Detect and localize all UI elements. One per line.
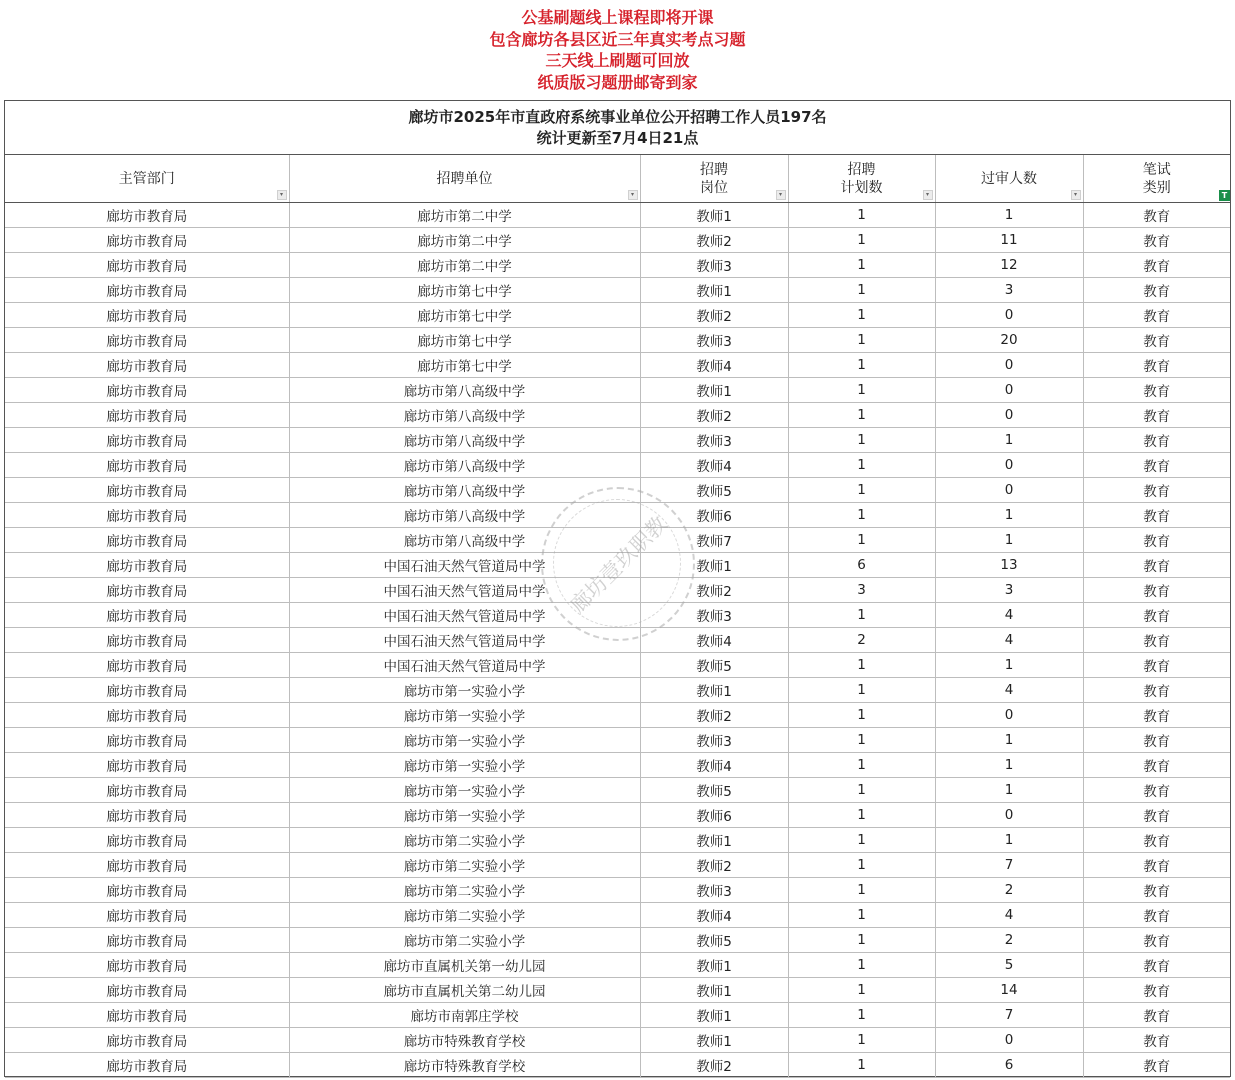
cell-exam-category: 教育 [1083,403,1230,428]
cell-department: 廊坊市教育局 [5,203,289,228]
cell-approved-count: 20 [935,328,1083,353]
cell-plan-count: 1 [788,1003,935,1028]
cell-unit: 廊坊市第一实验小学 [289,778,640,803]
cell-approved-count: 13 [935,553,1083,578]
column-header-label: 主管部门 [118,170,175,187]
cell-exam-category: 教育 [1083,1003,1230,1028]
cell-position: 教师3 [640,253,788,278]
table-row [5,528,1230,553]
cell-department: 廊坊市教育局 [5,853,289,878]
cell-plan-count: 1 [788,378,935,403]
cell-department: 廊坊市教育局 [5,603,289,628]
cell-position: 教师1 [640,378,788,403]
cell-exam-category: 教育 [1083,453,1230,478]
cell-approved-count: 4 [935,628,1083,653]
cell-approved-count: 0 [935,478,1083,503]
table-row [5,578,1230,603]
cell-approved-count: 0 [935,403,1083,428]
cell-exam-category: 教育 [1083,653,1230,678]
cell-plan-count: 1 [788,353,935,378]
cell-exam-category: 教育 [1083,253,1230,278]
table-row [5,428,1230,453]
cell-unit: 廊坊市第八高级中学 [289,403,640,428]
cell-department: 廊坊市教育局 [5,478,289,503]
table-row [5,203,1230,228]
cell-approved-count: 12 [935,253,1083,278]
cell-plan-count: 1 [788,703,935,728]
cell-department: 廊坊市教育局 [5,953,289,978]
table-row [5,453,1230,478]
cell-position: 教师2 [640,578,788,603]
cell-unit: 廊坊市第一实验小学 [289,753,640,778]
cell-exam-category: 教育 [1083,503,1230,528]
table-row [5,653,1230,678]
cell-exam-category: 教育 [1083,603,1230,628]
cell-unit: 廊坊市第七中学 [289,303,640,328]
cell-unit: 廊坊市第七中学 [289,328,640,353]
cell-exam-category: 教育 [1083,703,1230,728]
cell-approved-count: 3 [935,278,1083,303]
table-row [5,553,1230,578]
cell-plan-count: 1 [788,653,935,678]
cell-department: 廊坊市教育局 [5,928,289,953]
cell-department: 廊坊市教育局 [5,528,289,553]
cell-exam-category: 教育 [1083,978,1230,1003]
cell-position: 教师2 [640,403,788,428]
table-row [5,928,1230,953]
cell-plan-count: 1 [788,753,935,778]
cell-exam-category: 教育 [1083,778,1230,803]
header-row [5,155,1230,203]
cell-plan-count: 1 [788,803,935,828]
cell-unit: 廊坊市第二实验小学 [289,828,640,853]
cell-plan-count: 1 [788,603,935,628]
cell-position: 教师1 [640,203,788,228]
cell-approved-count: 5 [935,953,1083,978]
cell-plan-count: 1 [788,828,935,853]
cell-exam-category: 教育 [1083,728,1230,753]
cell-exam-category: 教育 [1083,378,1230,403]
cell-plan-count: 1 [788,278,935,303]
cell-approved-count: 7 [935,853,1083,878]
cell-approved-count: 3 [935,578,1083,603]
cell-unit: 廊坊市第二实验小学 [289,853,640,878]
filter-active-icon[interactable]: T [1219,190,1230,201]
cell-approved-count: 1 [935,828,1083,853]
cell-exam-category: 教育 [1083,628,1230,653]
cell-plan-count: 1 [788,453,935,478]
table-row [5,1053,1230,1078]
table-row [5,678,1230,703]
cell-exam-category: 教育 [1083,578,1230,603]
cell-unit: 廊坊市第八高级中学 [289,378,640,403]
cell-department: 廊坊市教育局 [5,978,289,1003]
cell-exam-category: 教育 [1083,203,1230,228]
cell-exam-category: 教育 [1083,853,1230,878]
cell-position: 教师3 [640,428,788,453]
cell-exam-category: 教育 [1083,928,1230,953]
cell-approved-count: 1 [935,528,1083,553]
cell-exam-category: 教育 [1083,903,1230,928]
cell-department: 廊坊市教育局 [5,328,289,353]
cell-plan-count: 1 [788,978,935,1003]
sheet-title: 廊坊市2025年市直政府系统事业单位公开招聘工作人员197名 [408,107,827,126]
table-row [5,378,1230,403]
cell-unit: 廊坊市直属机关第一幼儿园 [289,953,640,978]
col-header-plan-count [788,155,935,203]
column-header-label: 招聘 计划数 [840,161,883,196]
cell-department: 廊坊市教育局 [5,428,289,453]
banner-line: 纸质版习题册邮寄到家 [537,72,698,92]
cell-plan-count: 1 [788,478,935,503]
cell-department: 廊坊市教育局 [5,703,289,728]
table-row [5,603,1230,628]
cell-position: 教师7 [640,528,788,553]
column-header-label: 笔试 类别 [1142,161,1171,196]
cell-unit: 廊坊市第二实验小学 [289,928,640,953]
cell-exam-category: 教育 [1083,678,1230,703]
filter-dropdown-icon[interactable]: ▾ [776,190,786,200]
cell-exam-category: 教育 [1083,828,1230,853]
cell-plan-count: 1 [788,1028,935,1053]
cell-department: 廊坊市教育局 [5,353,289,378]
cell-department: 廊坊市教育局 [5,253,289,278]
column-header-label: 过审人数 [981,170,1037,187]
cell-unit: 廊坊市第八高级中学 [289,428,640,453]
cell-position: 教师4 [640,453,788,478]
cell-exam-category: 教育 [1083,278,1230,303]
cell-position: 教师5 [640,478,788,503]
cell-exam-category: 教育 [1083,878,1230,903]
cell-department: 廊坊市教育局 [5,228,289,253]
cell-plan-count: 1 [788,853,935,878]
table-row [5,503,1230,528]
cell-unit: 中国石油天然气管道局中学 [289,553,640,578]
table-row [5,878,1230,903]
cell-department: 廊坊市教育局 [5,453,289,478]
cell-unit: 廊坊市第八高级中学 [289,478,640,503]
table-row [5,828,1230,853]
table-row [5,753,1230,778]
cell-approved-count: 4 [935,903,1083,928]
cell-plan-count: 1 [788,428,935,453]
cell-position: 教师3 [640,603,788,628]
banner-line: 包含廊坊各县区近三年真实考点习题 [489,29,746,49]
cell-unit: 廊坊市南郭庄学校 [289,1003,640,1028]
cell-department: 廊坊市教育局 [5,378,289,403]
cell-department: 廊坊市教育局 [5,828,289,853]
cell-approved-count: 7 [935,1003,1083,1028]
cell-approved-count: 1 [935,778,1083,803]
cell-unit: 廊坊市第八高级中学 [289,503,640,528]
cell-exam-category: 教育 [1083,1028,1230,1053]
cell-position: 教师2 [640,853,788,878]
cell-department: 廊坊市教育局 [5,753,289,778]
cell-unit: 廊坊市第二实验小学 [289,878,640,903]
cell-position: 教师2 [640,303,788,328]
cell-plan-count: 1 [788,403,935,428]
cell-approved-count: 0 [935,378,1083,403]
cell-unit: 廊坊市第一实验小学 [289,728,640,753]
cell-exam-category: 教育 [1083,803,1230,828]
cell-position: 教师3 [640,328,788,353]
cell-exam-category: 教育 [1083,953,1230,978]
cell-position: 教师4 [640,353,788,378]
table-row [5,478,1230,503]
cell-unit: 廊坊市第八高级中学 [289,453,640,478]
cell-unit: 中国石油天然气管道局中学 [289,653,640,678]
cell-approved-count: 1 [935,753,1083,778]
cell-position: 教师4 [640,903,788,928]
cell-approved-count: 1 [935,428,1083,453]
cell-position: 教师3 [640,878,788,903]
cell-approved-count: 4 [935,603,1083,628]
spreadsheet [4,100,1231,1077]
cell-exam-category: 教育 [1083,478,1230,503]
cell-department: 廊坊市教育局 [5,803,289,828]
cell-unit: 廊坊市第二中学 [289,203,640,228]
cell-position: 教师1 [640,978,788,1003]
cell-exam-category: 教育 [1083,753,1230,778]
cell-plan-count: 1 [788,528,935,553]
cell-approved-count: 2 [935,878,1083,903]
cell-approved-count: 0 [935,303,1083,328]
cell-approved-count: 0 [935,803,1083,828]
cell-unit: 中国石油天然气管道局中学 [289,603,640,628]
cell-department: 廊坊市教育局 [5,728,289,753]
cell-exam-category: 教育 [1083,553,1230,578]
cell-approved-count: 0 [935,703,1083,728]
cell-unit: 廊坊市第一实验小学 [289,803,640,828]
filter-dropdown-icon[interactable]: ▾ [277,190,287,200]
cell-plan-count: 6 [788,553,935,578]
cell-plan-count: 1 [788,953,935,978]
table-row [5,328,1230,353]
cell-plan-count: 1 [788,903,935,928]
table-row [5,1028,1230,1053]
col-header-department [5,155,289,203]
cell-approved-count: 6 [935,1053,1083,1078]
cell-position: 教师1 [640,678,788,703]
cell-plan-count: 1 [788,503,935,528]
table-row [5,728,1230,753]
cell-department: 廊坊市教育局 [5,1053,289,1078]
cell-approved-count: 2 [935,928,1083,953]
col-header-approved-count [935,155,1083,203]
cell-department: 廊坊市教育局 [5,678,289,703]
cell-department: 廊坊市教育局 [5,778,289,803]
cell-position: 教师1 [640,1003,788,1028]
cell-plan-count: 1 [788,678,935,703]
cell-unit: 廊坊市第七中学 [289,353,640,378]
cell-department: 廊坊市教育局 [5,903,289,928]
cell-plan-count: 1 [788,1053,935,1078]
cell-unit: 廊坊市特殊教育学校 [289,1053,640,1078]
cell-department: 廊坊市教育局 [5,278,289,303]
cell-department: 廊坊市教育局 [5,403,289,428]
cell-plan-count: 1 [788,328,935,353]
cell-position: 教师1 [640,953,788,978]
table-row [5,278,1230,303]
cell-position: 教师1 [640,553,788,578]
table-row [5,403,1230,428]
cell-exam-category: 教育 [1083,528,1230,553]
cell-approved-count: 1 [935,503,1083,528]
cell-department: 廊坊市教育局 [5,1028,289,1053]
cell-plan-count: 3 [788,578,935,603]
cell-department: 廊坊市教育局 [5,578,289,603]
col-header-unit [289,155,640,203]
cell-position: 教师1 [640,828,788,853]
cell-position: 教师2 [640,703,788,728]
table-row [5,353,1230,378]
column-header-label: 招聘 岗位 [700,161,728,196]
cell-unit: 中国石油天然气管道局中学 [289,628,640,653]
table-row [5,628,1230,653]
banner-line: 三天线上刷题可回放 [545,51,690,70]
table-row [5,978,1230,1003]
filter-dropdown-icon[interactable]: ▾ [1071,190,1081,200]
cell-department: 廊坊市教育局 [5,653,289,678]
cell-approved-count: 1 [935,653,1083,678]
cell-approved-count: 0 [935,453,1083,478]
cell-exam-category: 教育 [1083,1053,1230,1078]
watermark-text: 廊坊壹玖职教 [565,511,672,618]
cell-unit: 廊坊市第二中学 [289,253,640,278]
cell-approved-count: 0 [935,1028,1083,1053]
banner-line: 公基刷题线上课程即将开课 [521,8,714,27]
cell-unit: 廊坊市直属机关第二幼儿园 [289,978,640,1003]
table-row [5,778,1230,803]
cell-department: 廊坊市教育局 [5,628,289,653]
cell-plan-count: 1 [788,303,935,328]
cell-unit: 廊坊市特殊教育学校 [289,1028,640,1053]
cell-unit: 廊坊市第一实验小学 [289,703,640,728]
cell-approved-count: 11 [935,228,1083,253]
cell-department: 廊坊市教育局 [5,1003,289,1028]
table-row [5,703,1230,728]
table-row [5,253,1230,278]
cell-plan-count: 1 [788,203,935,228]
cell-position: 教师3 [640,728,788,753]
cell-department: 廊坊市教育局 [5,553,289,578]
cell-plan-count: 2 [788,628,935,653]
cell-plan-count: 1 [788,778,935,803]
column-header-label: 招聘单位 [436,170,493,187]
filter-dropdown-icon[interactable]: ▾ [923,190,933,200]
recruitment-table [5,155,1230,1078]
promo-banner [0,0,1235,100]
cell-position: 教师2 [640,228,788,253]
table-row [5,1003,1230,1028]
table-row [5,903,1230,928]
cell-department: 廊坊市教育局 [5,303,289,328]
sheet-title-block [5,101,1230,155]
cell-department: 廊坊市教育局 [5,878,289,903]
table-row [5,803,1230,828]
cell-plan-count: 1 [788,928,935,953]
table-row [5,228,1230,253]
filter-dropdown-icon[interactable]: ▾ [628,190,638,200]
cell-position: 教师2 [640,1053,788,1078]
cell-approved-count: 4 [935,678,1083,703]
cell-unit: 中国石油天然气管道局中学 [289,578,640,603]
cell-approved-count: 1 [935,203,1083,228]
cell-exam-category: 教育 [1083,353,1230,378]
table-row [5,853,1230,878]
cell-position: 教师4 [640,628,788,653]
cell-plan-count: 1 [788,253,935,278]
cell-approved-count: 1 [935,728,1083,753]
cell-unit: 廊坊市第七中学 [289,278,640,303]
cell-plan-count: 1 [788,728,935,753]
cell-position: 教师5 [640,778,788,803]
cell-plan-count: 1 [788,878,935,903]
cell-exam-category: 教育 [1083,328,1230,353]
table-body [5,203,1230,1078]
cell-unit: 廊坊市第一实验小学 [289,678,640,703]
cell-approved-count: 14 [935,978,1083,1003]
cell-exam-category: 教育 [1083,428,1230,453]
cell-unit: 廊坊市第八高级中学 [289,528,640,553]
table-row [5,953,1230,978]
cell-position: 教师5 [640,653,788,678]
cell-position: 教师4 [640,753,788,778]
sheet-subtitle: 统计更新至7月4日21点 [536,128,699,147]
cell-position: 教师5 [640,928,788,953]
cell-position: 教师6 [640,803,788,828]
cell-department: 廊坊市教育局 [5,503,289,528]
col-header-exam-category [1083,155,1230,203]
cell-unit: 廊坊市第二实验小学 [289,903,640,928]
cell-exam-category: 教育 [1083,303,1230,328]
cell-unit: 廊坊市第二中学 [289,228,640,253]
cell-exam-category: 教育 [1083,228,1230,253]
cell-position: 教师6 [640,503,788,528]
cell-position: 教师1 [640,1028,788,1053]
cell-position: 教师1 [640,278,788,303]
cell-approved-count: 0 [935,353,1083,378]
col-header-position [640,155,788,203]
cell-plan-count: 1 [788,228,935,253]
table-row [5,303,1230,328]
